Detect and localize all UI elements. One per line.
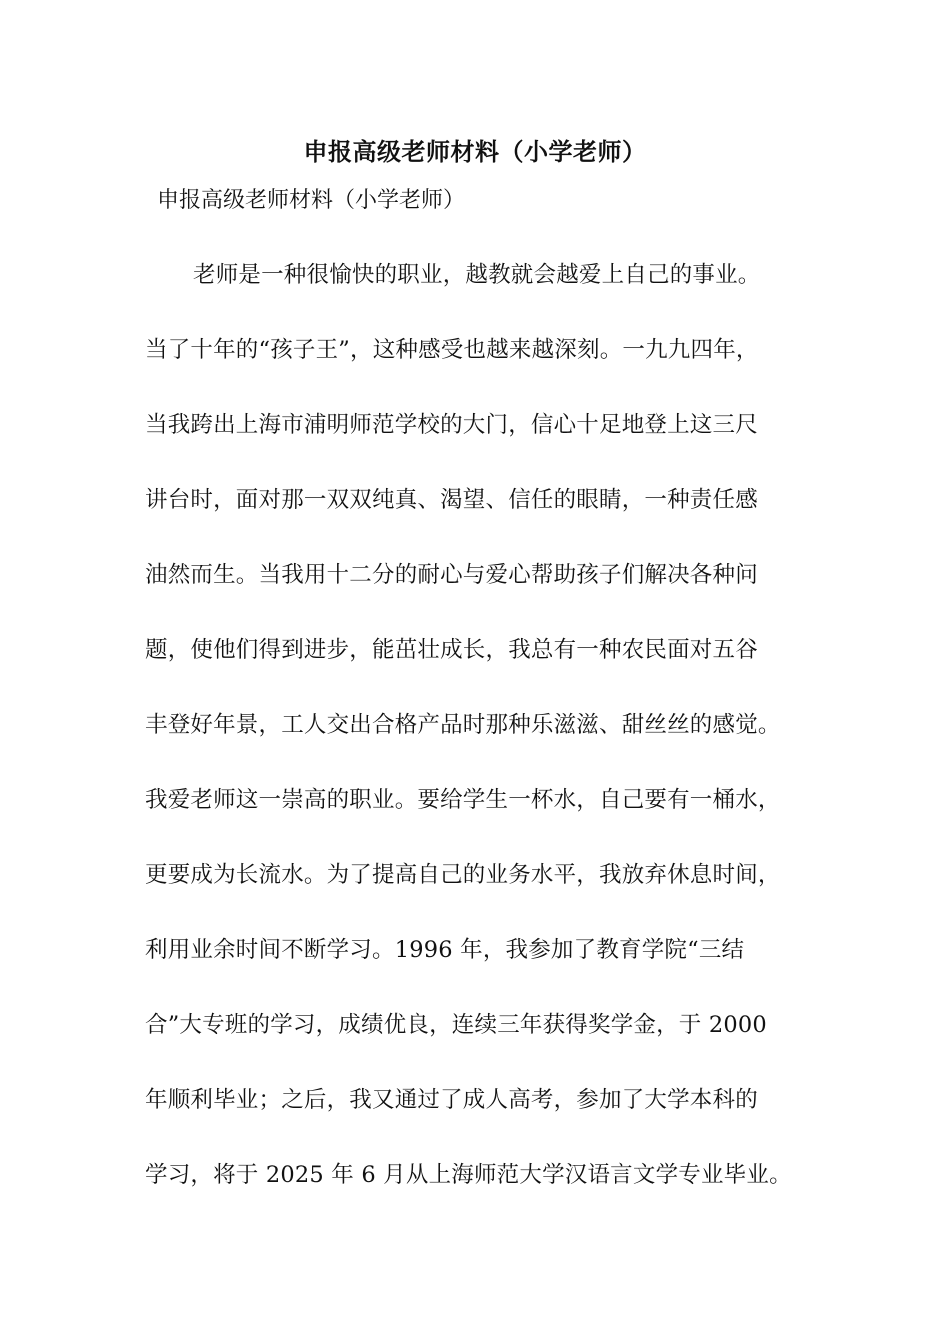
paragraph-line: 我爱老师这一崇高的职业。要给学生一杯水，自己要有一桶水， xyxy=(145,787,781,813)
paragraph-line: 题，使他们得到进步，能茁壮成长，我总有一种农民面对五谷 xyxy=(145,637,758,663)
paragraph-line: 当我跨出上海市浦明师范学校的大门，信心十足地登上这三尺 xyxy=(145,412,758,438)
paragraph-line: 丰登好年景，工人交出合格产品时那种乐滋滋、甜丝丝的感觉。 xyxy=(145,712,781,738)
paragraph-line: 学习，将于 2025 年 6 月从上海师范大学汉语言文学专业毕业。 xyxy=(145,1162,792,1188)
paragraph-line: 年顺利毕业；之后，我又通过了成人高考，参加了大学本科的 xyxy=(145,1087,758,1113)
paragraph-line: 更要成为长流水。为了提高自己的业务水平，我放弃休息时间， xyxy=(145,862,781,888)
paragraph-line: 合”大专班的学习，成绩优良，连续三年获得奖学金，于 2000 xyxy=(145,1012,767,1038)
document-title: 申报高级老师材料（小学老师） xyxy=(303,137,647,166)
document-subtitle: 申报高级老师材料（小学老师） xyxy=(157,188,466,213)
paragraph-line: 当了十年的“孩子王”，这种感受也越来越深刻。一九九四年， xyxy=(145,337,759,363)
paragraph-line: 利用业余时间不断学习。1996 年，我参加了教育学院“三结 xyxy=(145,937,745,963)
paragraph-line: 老师是一种很愉快的职业，越教就会越爱上自己的事业。 xyxy=(193,262,761,288)
paragraph-line: 讲台时，面对那一双双纯真、渴望、信任的眼睛，一种责任感 xyxy=(145,487,758,513)
paragraph-line: 油然而生。当我用十二分的耐心与爱心帮助孩子们解决各种问 xyxy=(145,562,758,588)
